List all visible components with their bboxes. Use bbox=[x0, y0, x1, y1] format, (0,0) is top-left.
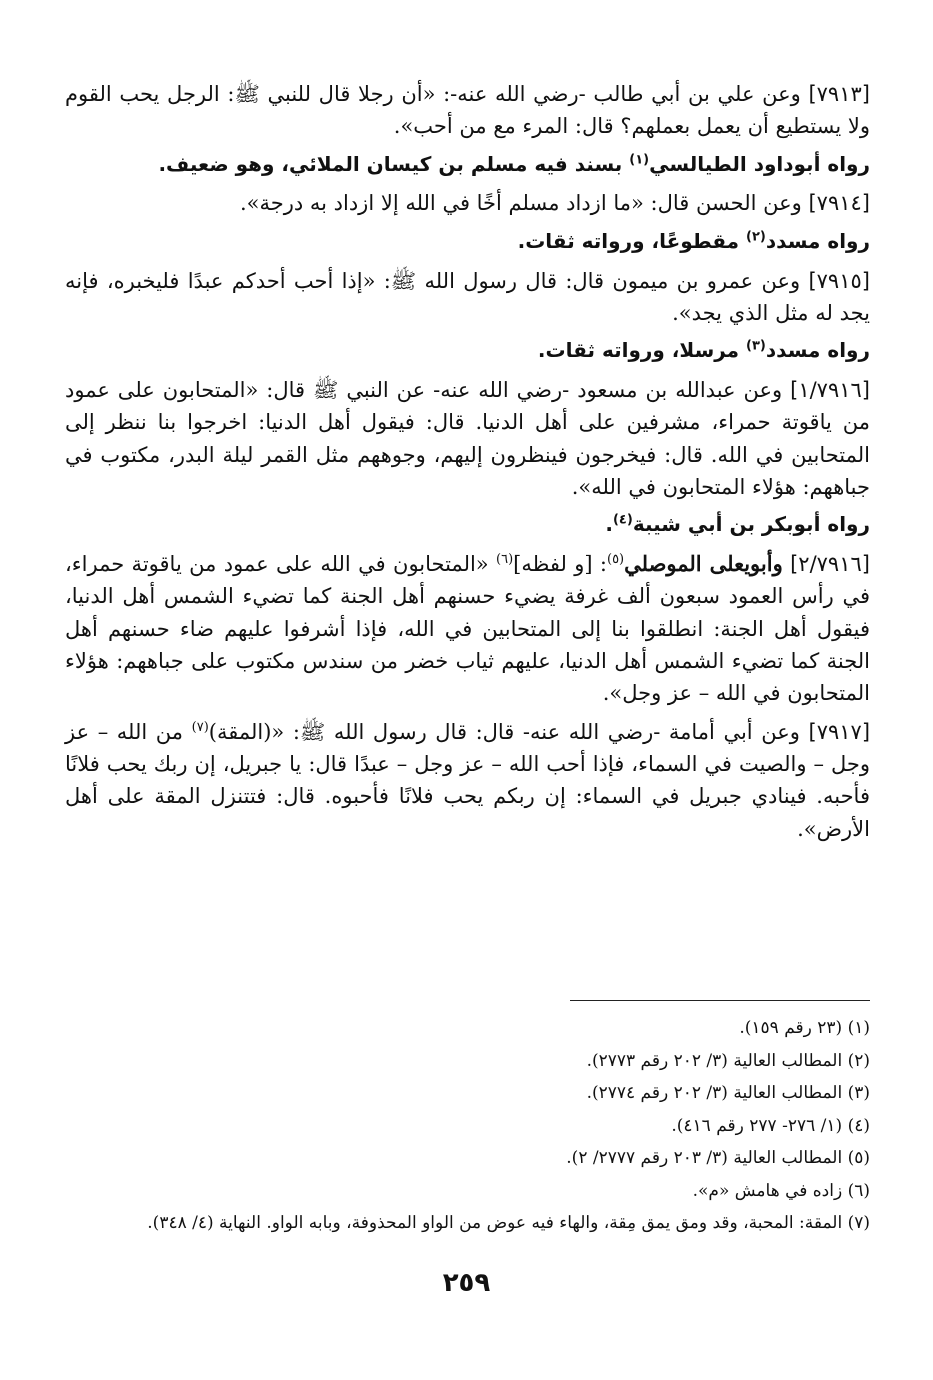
entry-number: [٢/٧٩١٦] bbox=[790, 552, 870, 577]
footnote-item: (٤) (١/ ٢٧٦- ٢٧٧ رقم ٤١٦). bbox=[671, 1115, 870, 1136]
entry-7916-2: [٢/٧٩١٦] وأبويعلى الموصلي$^{(٥)}$: [و لفظه]$^{(٦)}$ «المتحابون في الله على عمود من ياقوتة حمراء، في رأس العمود سبعون ألف غرفة يضيء حسنهم أهل الجنة كما تضيء الشمس أهل الدنيا، فيقول أهل الجنة: انطلقوا بنا إلى المتحابين في الله، فإذا أشرفوا عليهم ضاء حسنهم أهل الجنة كما تضيء الشمس أهل الدنيا، عليهم ثياب خضر من سندس مكتوب على جباههم: هؤلاء المتحابون في الله – عز وجل». bbox=[65, 551, 870, 706]
page-number: ٢٥٩ bbox=[442, 1268, 491, 1298]
footnotes bbox=[65, 1012, 870, 1240]
entry-source-inline: وأبويعلى الموصلي bbox=[624, 551, 783, 577]
entry-source: رواه أبوبكر بن أبي شيبة$^{(٤)}$. bbox=[605, 512, 870, 537]
entry-number: [٧٩١٣] bbox=[808, 82, 870, 106]
entry-7913 bbox=[65, 78, 870, 143]
footnote-ref[interactable]: (١) bbox=[629, 152, 650, 167]
footnote-item: (١) (٢٣ رقم ١٥٩). bbox=[739, 1018, 870, 1038]
footnote-item: (٢) المطالب العالية (٣/ ٢٠٢ رقم ٢٧٧٣). bbox=[586, 1050, 870, 1071]
entry-text: وعن عبدالله بن مسعود -رضي الله عنه- عن النبي ﷺ قال: «المتحابون على عمود من ياقوتة حمراء، مشرفين على أهل الدنيا. قال: فيقول أهل الدنيا: اخرجوا بنا ننظر إلى المتحابين في الله. قال: فيخرجون فينظرون إليهم، وجوههم مثل القمر ليلة البدر، مكتوب في جباههم: هؤلاء المتحابون في الله». bbox=[65, 378, 870, 500]
entry-number: [١/٧٩١٦] bbox=[790, 378, 870, 403]
entry-7917: [٧٩١٧] وعن أبي أمامة -رضي الله عنه- قال: قال رسول الله ﷺ: «(المقة)$^{(٧)}$ من الله – عز وجل – والصيت في السماء، فإذا أحب الله – عز وجل – عبدًا قال: يا جبريل، إن ربك يحب فلانًا فأحبه. فينادي جبريل في السماء: إن ربكم يحب فلانًا فأحبوه. قال: فتتنزل المقة على أهل الأرض». bbox=[65, 719, 871, 841]
entry-text: وعن علي بن أبي طالب -رضي الله عنه-: «أن رجلا قال للنبي ﷺ: الرجل يحب القوم ولا يستطيع أن يعمل بعملهم؟ قال: المرء مع من أحب». bbox=[65, 82, 870, 139]
entry-text: «المتحابون في الله على عمود من ياقوتة حمراء، في رأس العمود سبعون ألف غرفة يضيء حسنهم أهل الجنة كما تضيء الشمس أهل الدنيا، فيقول أهل الجنة: انطلقوا بنا إلى المتحابين في الله، فإذا أشرفوا عليهم ضاء حسنهم أهل الجنة كما تضيء الشمس أهل الدنيا، عليهم ثياب خضر من سندس مكتوب على جباههم: هؤلاء المتحابون في الله – عز وجل». bbox=[65, 552, 870, 706]
entry-source: رواه أبوداود الطيالسي$^{(١)}$ بسند فيه مسلم بن كيسان الملائي، وهو ضعيف. bbox=[158, 151, 870, 176]
main-text bbox=[65, 78, 870, 851]
entry-number: [٧٩١٥] bbox=[808, 268, 870, 293]
entry-text: وعن الحسن قال: «ما ازداد مسلم أخًا في الله إلا ازداد به درجة». bbox=[239, 191, 802, 216]
footnote-ref[interactable]: (٧) bbox=[191, 719, 209, 735]
entry-7916-1 bbox=[65, 374, 870, 503]
entry-source: رواه مسدد$^{(٣)}$ مرسلا، ورواته ثقات. bbox=[537, 338, 870, 363]
entry-text: وعن أبي أمامة -رضي الله عنه- قال: قال رسول الله ﷺ: «(المقة) bbox=[208, 719, 800, 744]
entry-7915 bbox=[65, 265, 870, 330]
entry-7914 bbox=[65, 187, 870, 219]
footnote-ref[interactable]: (٢) bbox=[746, 229, 766, 245]
footnote-ref[interactable]: (٦) bbox=[496, 552, 514, 568]
footnote-ref[interactable]: (٥) bbox=[606, 552, 625, 568]
footnote-item: (٥) المطالب العالية (٣/ ٢٠٣ رقم ٢٧٧٧/ ٢). bbox=[566, 1148, 870, 1168]
entry-number: [٧٩١٤] bbox=[808, 191, 870, 216]
entry-number: [٧٩١٧] bbox=[808, 719, 871, 744]
footnote-item: (٣) المطالب العالية (٣/ ٢٠٢ رقم ٢٧٧٤). bbox=[586, 1083, 870, 1103]
entry-text: وعن عمرو بن ميمون قال: قال رسول الله ﷺ: «إذا أحب أحدكم عبدًا فليخبره، فإنه يجد له مثل الذي يجد». bbox=[65, 268, 870, 325]
footnote-divider bbox=[570, 1000, 870, 1001]
footnote-ref[interactable]: (٣) bbox=[746, 338, 766, 354]
footnote-ref[interactable]: (٤) bbox=[612, 512, 633, 528]
footnote-item: (٦) زاده في هامش «م». bbox=[692, 1180, 870, 1201]
footnote-item: (٧) المقة: المحبة، وقد ومق يمق مِقة، والهاء فيه عوض من الواو المحذوفة، وبابه الواو. النهاية (٤/ ٣٤٨). bbox=[147, 1213, 870, 1233]
entry-source: رواه مسدد$^{(٢)}$ مقطوعًا، ورواته ثقات. bbox=[517, 228, 870, 253]
